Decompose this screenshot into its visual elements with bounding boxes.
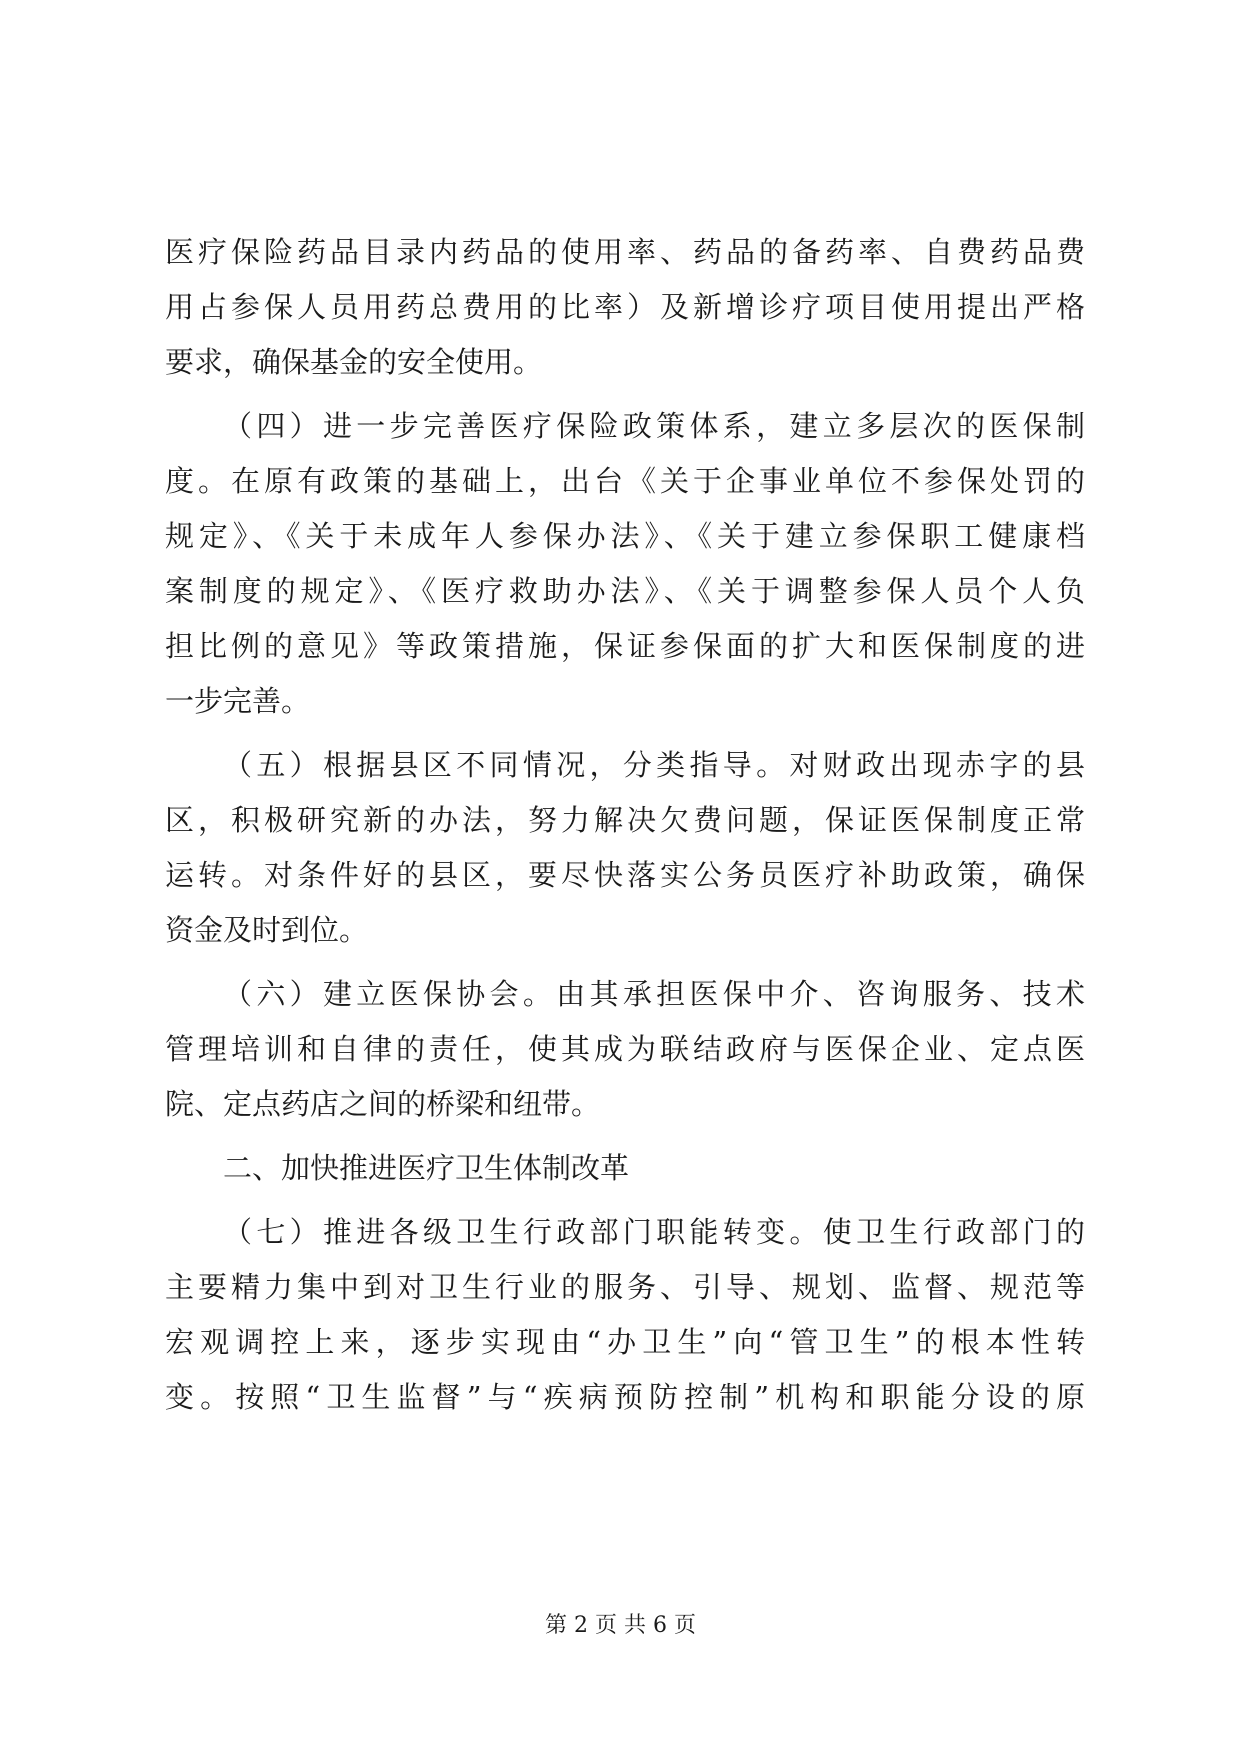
paragraph	[165, 225, 1085, 390]
text-line: 院、定点药店之间的桥梁和纽带。	[165, 1087, 601, 1121]
page-number-footer: 第 2 页 共 6 页	[545, 1613, 696, 1638]
document-body	[165, 225, 1085, 1425]
text-line: 规定》、《关于未成年人参保办法》、《关于建立参保职工健康档	[165, 519, 1085, 553]
text-line: 一步完善。	[165, 684, 311, 718]
paragraph	[165, 399, 1085, 729]
text-line: 区，积极研究新的办法，努力解决欠费问题，保证医保制度正常	[165, 803, 1085, 837]
text-line: 担比例的意见》等政策措施，保证参保面的扩大和医保制度的进	[165, 629, 1085, 663]
text-line: 资金及时到位。	[165, 913, 369, 947]
text-line: 案制度的规定》、《医疗救助办法》、《关于调整参保人员个人负	[165, 574, 1085, 608]
text-line: 二、加快推进医疗卫生体制改革	[223, 1151, 630, 1185]
paragraph	[165, 738, 1085, 958]
paragraph	[165, 1205, 1085, 1425]
text-line: 度。在原有政策的基础上，出台《关于企事业单位不参保处罚的	[165, 464, 1085, 498]
section-heading	[165, 1141, 1085, 1196]
text-line: （四）进一步完善医疗保险政策体系，建立多层次的医保制	[223, 409, 1085, 443]
text-line: 运转。对条件好的县区，要尽快落实公务员医疗补助政策，确保	[165, 858, 1085, 892]
text-line: 管理培训和自律的责任，使其成为联结政府与医保企业、定点医	[165, 1032, 1085, 1066]
text-line: 要求，确保基金的安全使用。	[165, 345, 543, 379]
text-line: 用占参保人员用药总费用的比率）及新增诊疗项目使用提出严格	[165, 290, 1085, 324]
text-line: （五）根据县区不同情况，分类指导。对财政出现赤字的县	[223, 748, 1085, 782]
text-line: （七）推进各级卫生行政部门职能转变。使卫生行政部门的	[223, 1215, 1085, 1249]
text-line: 医疗保险药品目录内药品的使用率、药品的备药率、自费药品费	[165, 235, 1085, 269]
paragraph	[165, 967, 1085, 1132]
text-line: 主要精力集中到对卫生行业的服务、引导、规划、监督、规范等	[165, 1270, 1085, 1304]
text-line: 变。按照“卫生监督”与“疾病预防控制”机构和职能分设的原	[165, 1380, 1085, 1414]
text-line: 宏观调控上来，逐步实现由“办卫生”向“管卫生”的根本性转	[165, 1325, 1085, 1359]
text-line: （六）建立医保协会。由其承担医保中介、咨询服务、技术	[223, 977, 1085, 1011]
